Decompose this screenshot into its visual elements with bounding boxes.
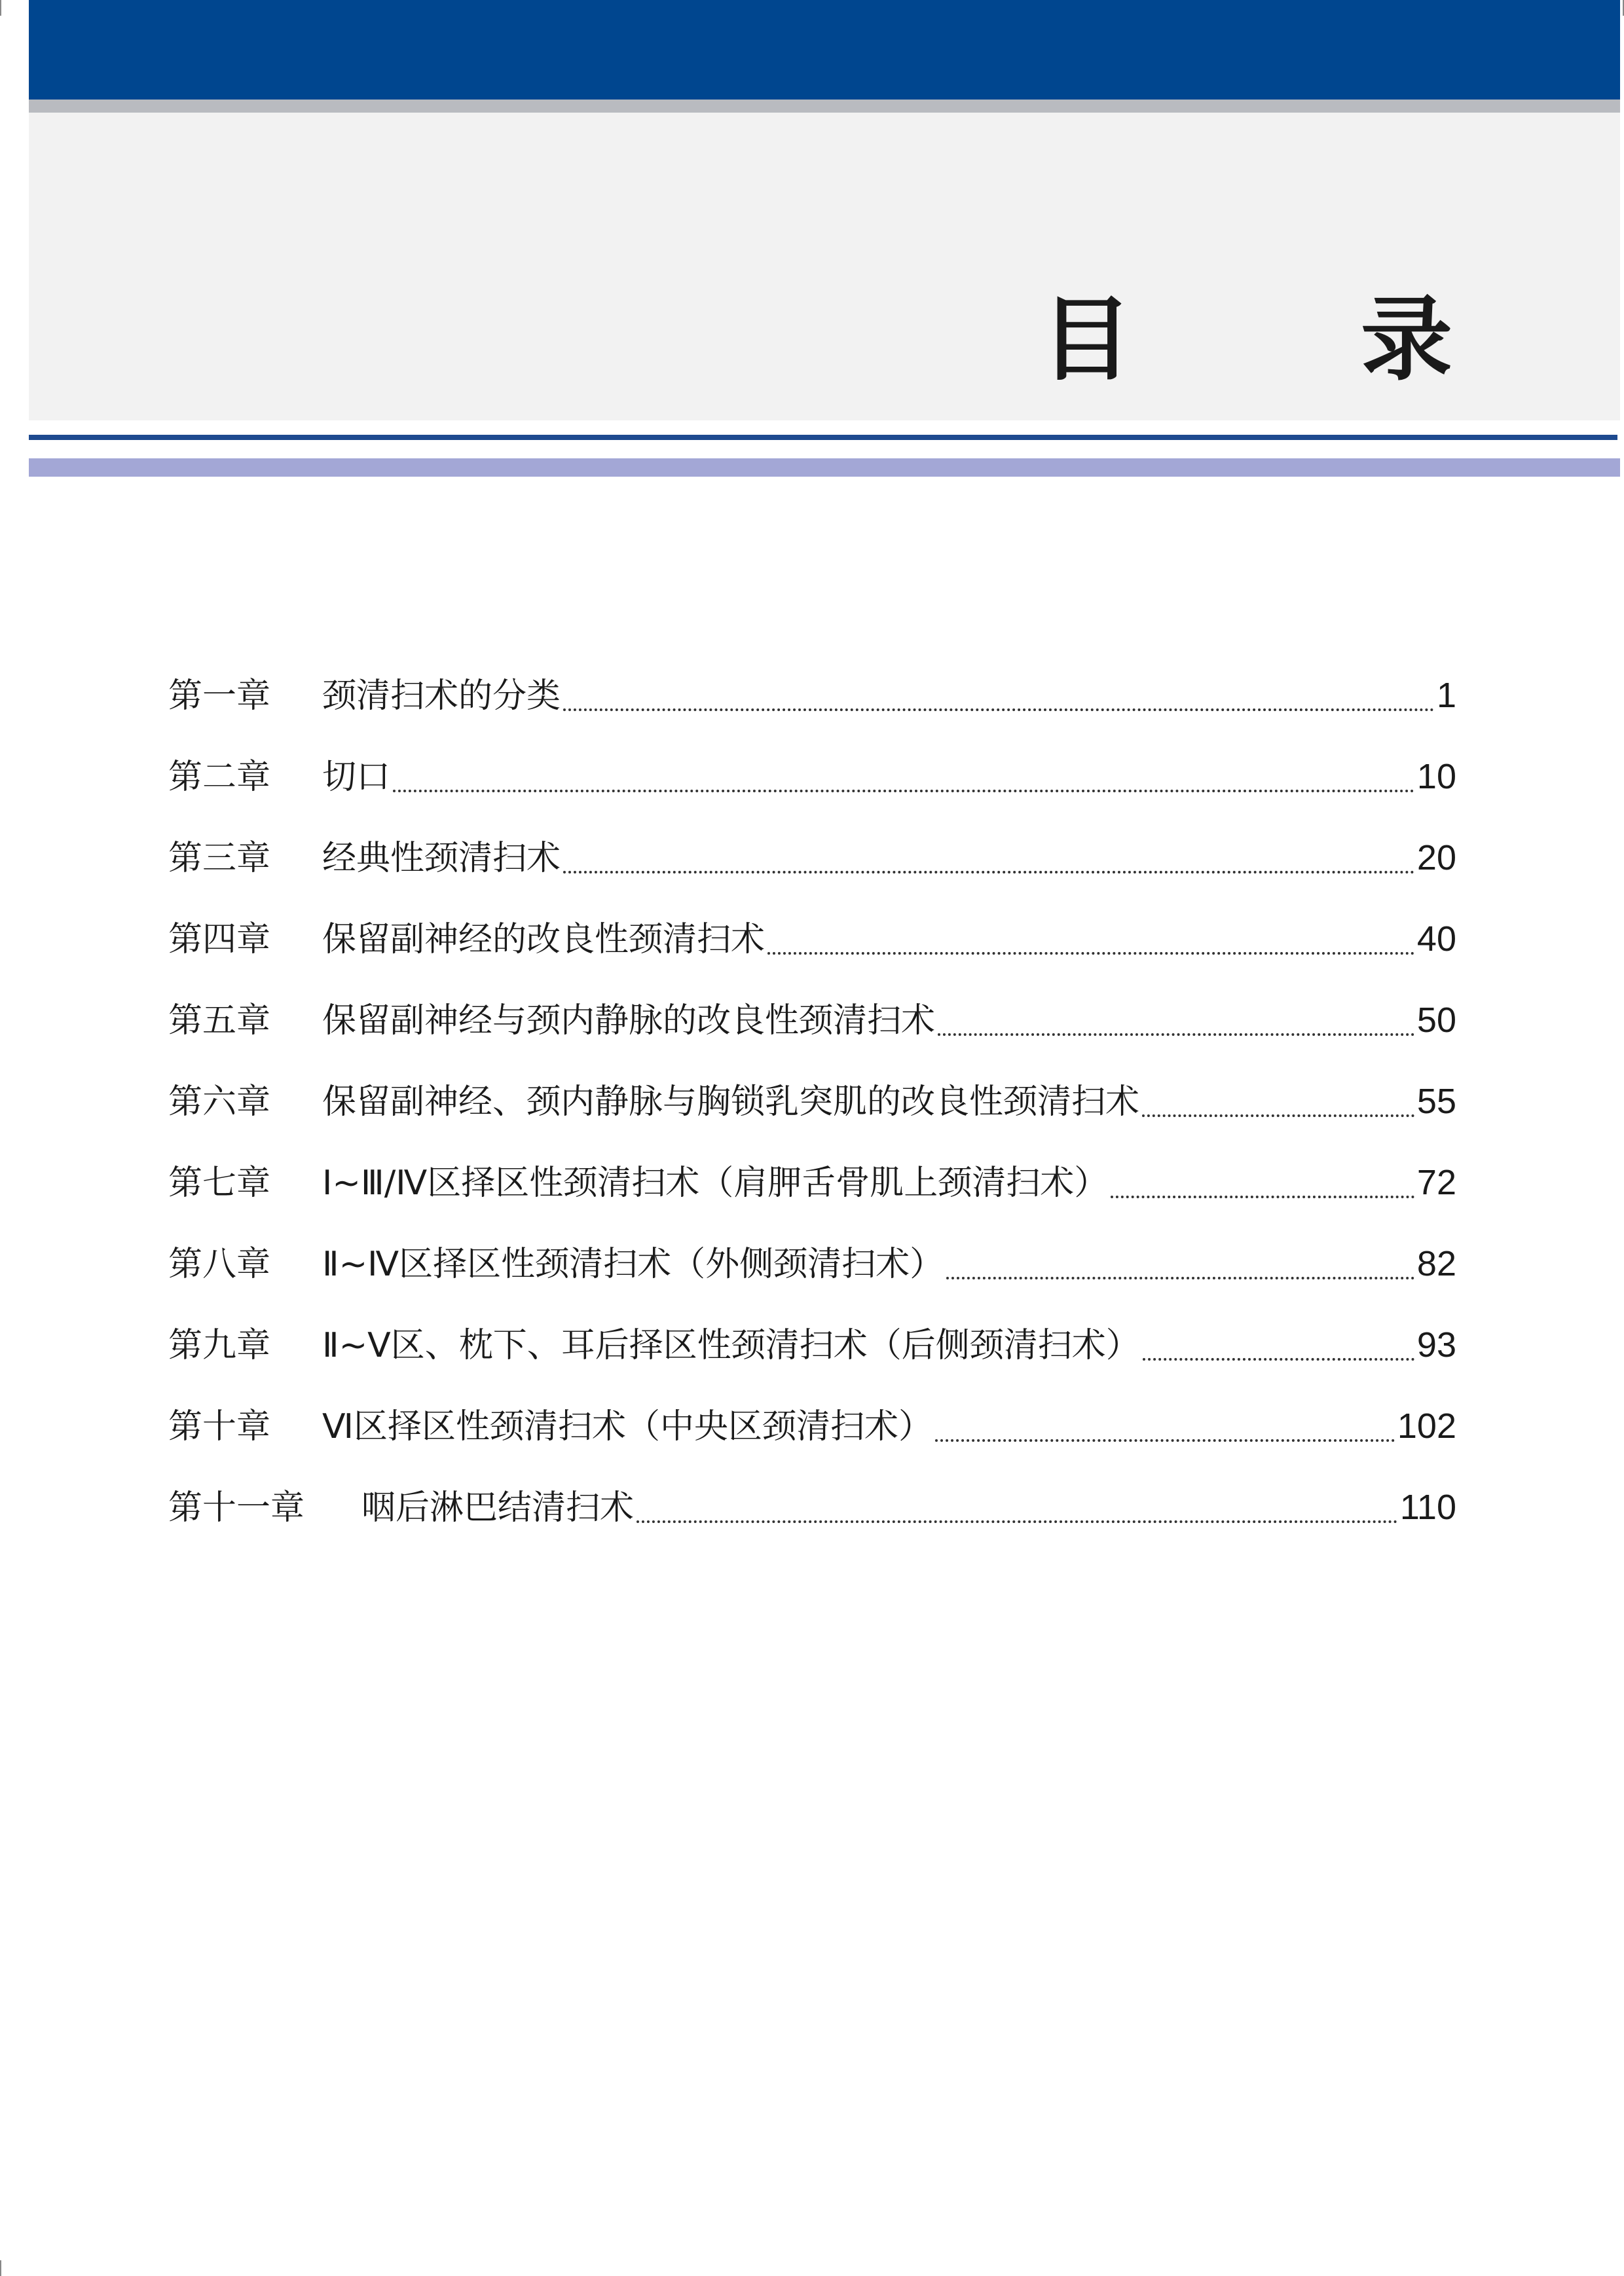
toc-entry-7[interactable] xyxy=(168,1142,1456,1223)
dot-leader xyxy=(946,1277,1414,1279)
page-number: 82 xyxy=(1416,1244,1456,1283)
dot-leader xyxy=(563,708,1434,711)
chapter-number: 第三章 xyxy=(168,839,271,878)
chapter-title: 保留副神经与颈内静脉的改良性颈清扫术 xyxy=(322,1001,936,1040)
dot-leader xyxy=(1143,1358,1414,1361)
chapter-title: 咽后淋巴结清扫术 xyxy=(361,1488,635,1528)
chapter-title: 经典性颈清扫术 xyxy=(322,839,561,878)
toc-entry-2[interactable] xyxy=(168,736,1456,817)
chapter-title: 颈清扫术的分类 xyxy=(322,676,561,716)
page-number: 1 xyxy=(1436,676,1456,715)
chapter-title: Ⅱ~Ⅴ区、枕下、耳后择区性颈清扫术（后侧颈清扫术） xyxy=(322,1326,1140,1365)
crop-mark-top-left xyxy=(0,0,1,16)
toc-entry-8[interactable] xyxy=(168,1223,1456,1304)
chapter-number: 第一章 xyxy=(168,676,271,716)
chapter-number: 第七章 xyxy=(168,1164,271,1203)
page-number: 20 xyxy=(1416,838,1456,877)
toc-entry-5[interactable] xyxy=(168,980,1456,1061)
toc-entry-9[interactable] xyxy=(168,1304,1456,1386)
page-number: 10 xyxy=(1416,757,1456,796)
chapter-title: 保留副神经的改良性颈清扫术 xyxy=(322,920,766,959)
chapter-number: 第五章 xyxy=(168,1001,271,1040)
toc-entry-6[interactable] xyxy=(168,1061,1456,1142)
chapter-title: 切口 xyxy=(322,758,391,797)
dot-leader xyxy=(637,1520,1397,1523)
toc-entry-10[interactable] xyxy=(168,1386,1456,1467)
page-number: 72 xyxy=(1416,1163,1456,1202)
page-number: 55 xyxy=(1416,1082,1456,1121)
dot-leader xyxy=(767,952,1414,955)
dot-leader xyxy=(393,790,1414,792)
page-number: 110 xyxy=(1399,1488,1456,1527)
toc-entry-1[interactable] xyxy=(168,655,1456,736)
page-number: 50 xyxy=(1416,1000,1456,1040)
chapter-number: 第四章 xyxy=(168,920,271,959)
page-number: 102 xyxy=(1397,1406,1456,1446)
chapter-number: 第八章 xyxy=(168,1245,271,1284)
divider-light xyxy=(29,458,1620,477)
chapter-title: 保留副神经、颈内静脉与胸锁乳突肌的改良性颈清扫术 xyxy=(322,1082,1140,1122)
dot-leader xyxy=(563,871,1414,873)
chapter-number: 第十一章 xyxy=(168,1488,305,1528)
divider-dark xyxy=(29,435,1617,440)
chapter-title: Ⅰ~Ⅲ/Ⅳ区择区性颈清扫术（肩胛舌骨肌上颈清扫术） xyxy=(322,1164,1109,1203)
crop-mark-bottom-left xyxy=(0,2260,1,2276)
chapter-number: 第六章 xyxy=(168,1082,271,1122)
chapter-number: 第十章 xyxy=(168,1407,271,1446)
toc-entry-4[interactable] xyxy=(168,898,1456,980)
page-number: 40 xyxy=(1416,919,1456,959)
header-gray-rule xyxy=(29,100,1620,113)
dot-leader xyxy=(1142,1114,1414,1117)
chapter-number: 第九章 xyxy=(168,1326,271,1365)
chapter-number: 第二章 xyxy=(168,758,271,797)
toc-entry-11[interactable] xyxy=(168,1467,1456,1548)
toc-entry-3[interactable] xyxy=(168,817,1456,898)
chapter-title: Ⅱ~Ⅳ区择区性颈清扫术（外侧颈清扫术） xyxy=(322,1245,944,1284)
table-of-contents xyxy=(168,655,1456,1548)
header-band xyxy=(29,0,1620,100)
chapter-title: Ⅵ区择区性颈清扫术（中央区颈清扫术） xyxy=(322,1407,932,1446)
dot-leader xyxy=(938,1033,1414,1036)
page-number: 93 xyxy=(1416,1325,1456,1365)
dot-leader xyxy=(935,1439,1395,1442)
dot-leader xyxy=(1111,1196,1414,1198)
page-title: 目 录 xyxy=(1041,287,1551,394)
